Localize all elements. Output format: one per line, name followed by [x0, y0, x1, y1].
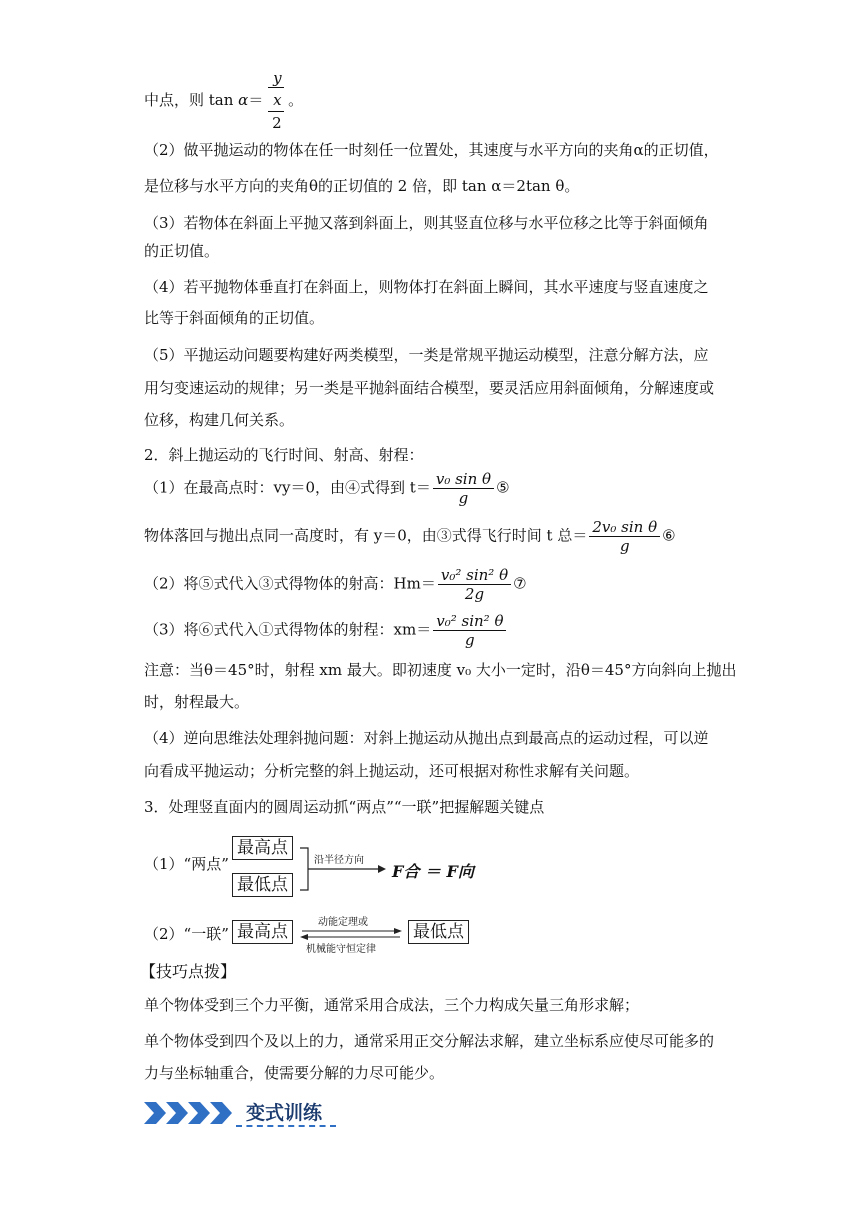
tan-end: 。: [288, 91, 304, 109]
tan-fraction: [268, 69, 288, 132]
s2-3-num: v₀² sin² θ: [433, 612, 506, 631]
para-4-line-2: 比等于斜面倾角的正切值。: [144, 309, 325, 327]
s2-fall-num: 2v₀ sin θ: [589, 518, 660, 537]
diag2-right-box: 最低点: [408, 920, 469, 944]
s2-fall-mark: ⑥: [662, 526, 676, 545]
tan-frac-num: y: [273, 69, 282, 87]
s2-fall-pre: 物体落回与抛出点同一高度时，有 y＝0，由③式得飞行时间 t 总＝: [144, 526, 588, 545]
s2-fall-fraction: [589, 518, 660, 555]
s2-2-pre: （2）将⑤式代入③式得物体的射高：Hm＝: [144, 574, 436, 593]
para-3-line-2: 的正切值。: [144, 242, 220, 260]
diag1-label: （1）“两点”: [144, 855, 229, 873]
diag2-left-box: 最高点: [232, 920, 293, 944]
s2-1-num: v₀ sin θ: [433, 470, 494, 489]
tips-line-1: 单个物体受到三个力平衡，通常采用合成法，三个力构成矢量三角形求解；: [144, 996, 640, 1014]
diag2-below-label: 机械能守恒定律: [306, 944, 376, 955]
para-3-line-1: （3）若物体在斜面上平抛又落到斜面上，则其竖直位移与水平位移之比等于斜面倾角: [144, 214, 709, 232]
tan-line: [144, 69, 304, 132]
diag2-above-label: 动能定理或: [318, 917, 368, 928]
note-line-1: 注意：当θ＝45°时，射程 xm 最大。即初速度 v₀ 大小一定时，沿θ＝45°方向斜向上抛出: [144, 661, 737, 679]
s2-2-fraction: [438, 566, 511, 603]
tips-title: 【技巧点拨】: [140, 962, 237, 981]
s2-4-line-1: （4）逆向思维法处理斜抛问题：对斜上抛运动从抛出点到最高点的运动过程，可以逆: [144, 729, 709, 747]
tan-frac-line1: [268, 87, 284, 88]
diag2-label: （2）“一联”: [144, 925, 229, 943]
s2-fall-line: [144, 518, 676, 555]
s2-3-den: g: [465, 631, 475, 649]
s2-1-pre: （1）在最高点时：vy＝0，由④式得到 t＝: [144, 478, 431, 497]
diag1-result: F合 ＝ F向: [392, 862, 474, 881]
diag1-top-box: 最高点: [232, 836, 293, 860]
s2-2-line: [144, 566, 527, 603]
s2-3-fraction: [433, 612, 506, 649]
s2-3-line: [144, 612, 508, 649]
diag1-bracket-arrow: [296, 840, 386, 900]
para-2-line-1: （2）做平抛运动的物体在任一时刻任一位置处，其速度与水平方向的夹角α的正切值，: [144, 141, 719, 159]
s2-fall-den: g: [619, 537, 630, 555]
para-2-line-2: 是位移与水平方向的夹角θ的正切值的 2 倍，即 tan α＝2tan θ。: [144, 177, 580, 195]
tan-alpha: α: [238, 91, 249, 109]
tips-line-2: 单个物体受到四个及以上的力，通常采用正交分解法求解，建立坐标系应使尽可能多的: [144, 1032, 715, 1050]
section-3-title: 3．处理竖直面内的圆周运动抓“两点”“一联”把握解题关键点: [144, 798, 545, 816]
banner-underline: [236, 1125, 336, 1127]
tan-eq: ＝: [248, 91, 264, 109]
s2-2-num: v₀² sin² θ: [438, 566, 511, 585]
s2-1-den: g: [458, 489, 469, 507]
para-5-line-3: 位移，构建几何关系。: [144, 411, 295, 429]
section-2-title: 2．斜上抛运动的飞行时间、射高、射程：: [144, 446, 424, 464]
diag1-arrow-label: 沿半径方向: [314, 855, 364, 866]
s2-2-mark: ⑦: [513, 574, 527, 593]
para-4-line-1: （4）若平抛物体垂直打在斜面上，则物体打在斜面上瞬间，其水平速度与竖直速度之: [144, 278, 709, 296]
s2-2-den: 2g: [464, 585, 485, 603]
diag1-bottom-box: 最低点: [232, 873, 293, 897]
s2-1-line: [144, 470, 510, 507]
tips-line-3: 力与坐标轴重合，使需要分解的力尽可能少。: [144, 1064, 445, 1082]
s2-3-pre: （3）将⑥式代入①式得物体的射程：xm＝: [144, 620, 432, 639]
s2-1-mark: ⑤: [496, 478, 510, 497]
banner-title: 变式训练: [246, 1102, 323, 1124]
s2-4-line-2: 向看成平抛运动；分析完整的斜上抛运动，还可根据对称性求解有关问题。: [144, 762, 640, 780]
chevron-arrows-icon: [144, 1100, 244, 1126]
tan-frac-den: 2: [272, 114, 282, 132]
para-5-line-1: （5）平抛运动问题要构建好两类模型，一类是常规平抛运动模型，注意分解方法，应: [144, 346, 709, 364]
tan-prefix: 中点，则 tan: [144, 91, 239, 109]
s2-1-fraction: [433, 470, 494, 507]
tan-frac-mid: x: [273, 91, 282, 109]
note-line-2: 时，射程最大。: [144, 693, 250, 711]
para-5-line-2: 用匀变速运动的规律；另一类是平抛斜面结合模型，要灵活应用斜面倾角，分解速度或: [144, 379, 715, 397]
